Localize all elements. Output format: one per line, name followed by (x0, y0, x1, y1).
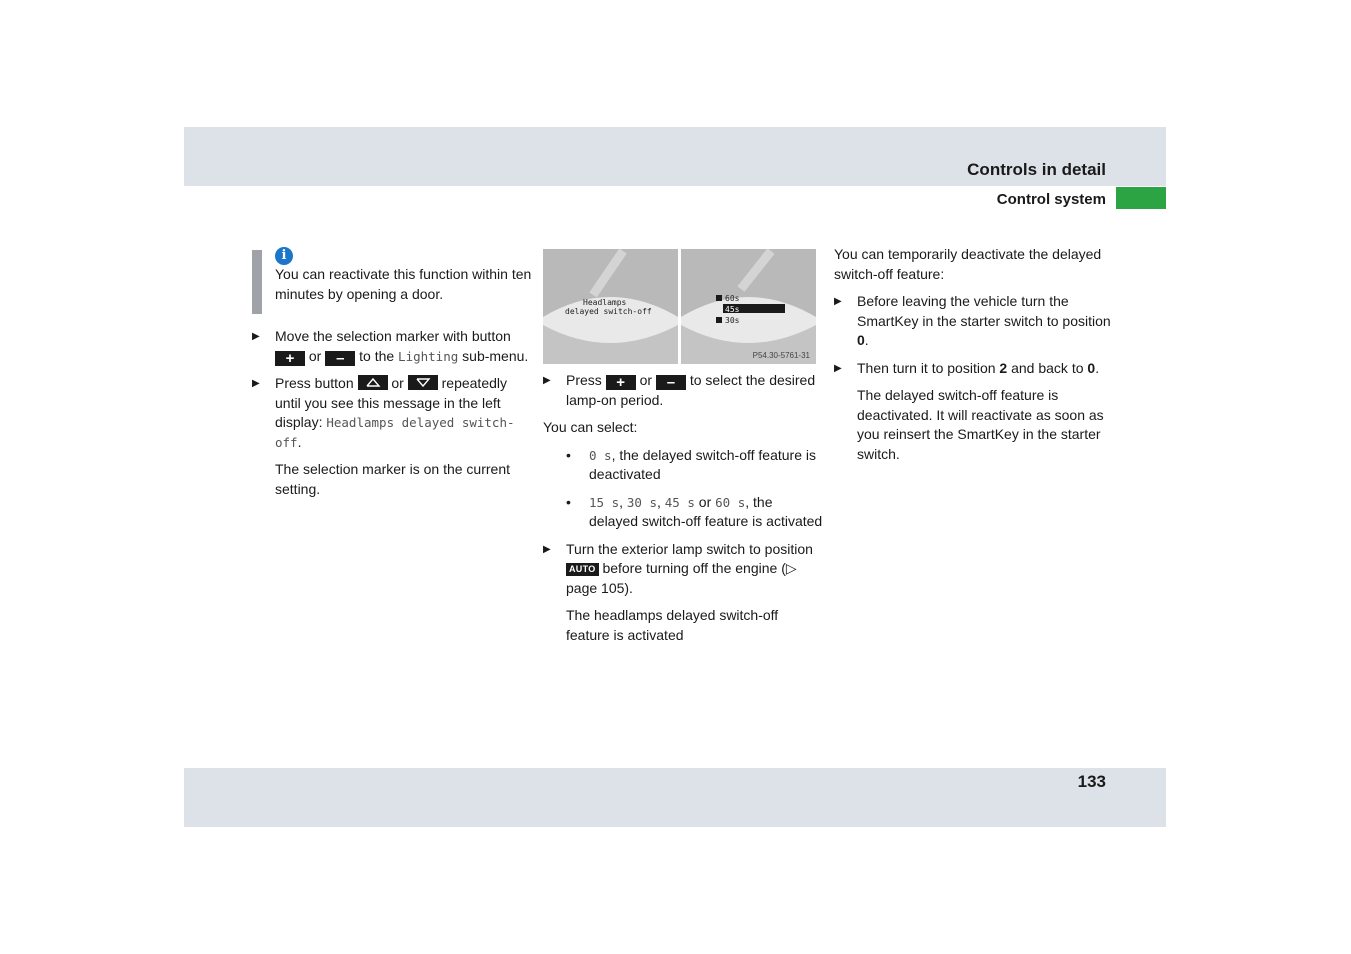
footer-band (184, 768, 1166, 827)
lcd-option-60: 60s (725, 294, 740, 303)
display-figure (543, 249, 816, 364)
minus-button-icon: – (325, 351, 355, 366)
info-text: You can reactivate this function within ten minutes by opening a door. (275, 266, 532, 302)
option-0s: • 0 s, the delayed switch-off feature is deactivated (543, 446, 823, 485)
subsection-title: Control system (996, 191, 1106, 208)
plus-button-icon: + (606, 375, 636, 390)
column-middle (543, 249, 823, 653)
minus-button-icon: – (656, 375, 686, 390)
display-left-panel (543, 249, 678, 364)
column-right (834, 245, 1114, 472)
step-move-marker: ▶ Move the selection marker with button + or – to the Lighting sub-menu. (252, 327, 532, 366)
info-note (252, 245, 532, 304)
deactivated-note: The delayed switch-off feature is deactivated. It will reactivate as soon as you reinsert the SmartKey in the starter switch. (857, 387, 1104, 462)
deactivate-intro: You can temporarily deactivate the delayed switch-off feature: (834, 246, 1102, 282)
auto-position-icon: AUTO (566, 563, 599, 576)
step-turn-smartkey: ▶ Before leaving the vehicle turn the SmartKey in the starter switch to position 0. (834, 292, 1114, 351)
selection-note: The selection marker is on the current setting. (275, 461, 510, 497)
display-right-panel (681, 249, 816, 364)
down-arrow-button-icon (408, 375, 438, 390)
step-turn-position: ▶ Then turn it to position 2 and back to 0. (834, 359, 1114, 379)
figure-code: P54.30-5761-31 (752, 351, 810, 360)
lcd-line-1: Headlamps (583, 298, 627, 307)
info-icon: i (275, 247, 293, 265)
up-arrow-button-icon (358, 375, 388, 390)
column-left (252, 245, 532, 507)
section-title: Controls in detail (967, 160, 1106, 179)
lcd-option-45-selected: 45s (725, 305, 740, 314)
section-tab-marker (1116, 187, 1166, 209)
page-number: 133 (1077, 772, 1106, 791)
lcd-line-2: delayed switch-off (565, 307, 652, 316)
info-bar (252, 250, 262, 314)
step-press-button: ▶ Press button or repeatedly until you see this message in the left display: Headlamps delayed switch-off. (252, 374, 532, 452)
step-lamp-switch: ▶ Turn the exterior lamp switch to position AUTO before turning off the engine (▷ page 105). (543, 540, 823, 599)
lcd-option-30: 30s (725, 316, 740, 325)
step-select-period: ▶ Press + or – to select the desired lamp-on period. (543, 371, 823, 410)
plus-button-icon: + (275, 351, 305, 366)
select-intro: You can select: (543, 419, 638, 435)
activated-note: The headlamps delayed switch-off feature is activated (566, 607, 779, 643)
option-timed: • 15 s, 30 s, 45 s or 60 s, the delayed switch-off feature is activated (543, 493, 823, 532)
